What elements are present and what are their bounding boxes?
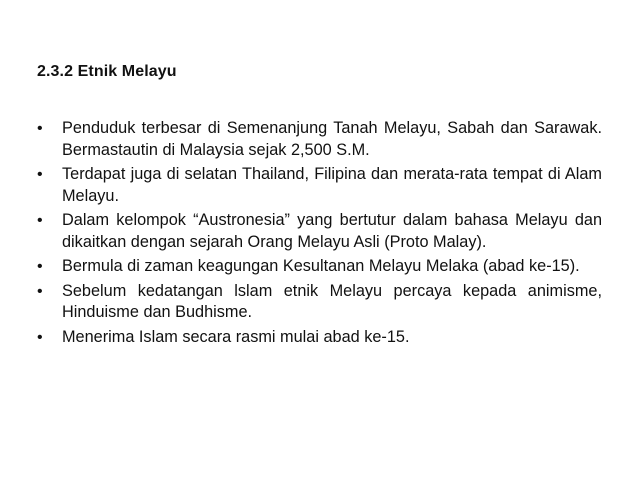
bullet-dot-icon: •	[37, 258, 43, 275]
slide-heading: 2.3.2 Etnik Melayu	[37, 63, 177, 80]
bullet-dot-icon: •	[37, 120, 43, 137]
bullet-item	[37, 327, 602, 349]
bullet-text: Dalam kelompok “Austronesia” yang bertutur dalam bahasa Melayu dan dikaitkan dengan sejarah Orang Melayu Asli (Proto Malay).	[62, 211, 602, 251]
bullet-item	[37, 164, 602, 207]
bullet-list	[37, 118, 602, 351]
bullet-item	[37, 281, 602, 324]
bullet-dot-icon: •	[37, 166, 43, 183]
bullet-dot-icon: •	[37, 328, 43, 346]
bullet-text: Penduduk terbesar di Semenanjung Tanah Melayu, Sabah dan Sarawak. Bermastautin di Malaysia sejak 2,500 S.M.	[62, 119, 602, 159]
bullet-text: Sebelum kedatangan lslam etnik Melayu percaya kepada animisme, Hinduisme dan Budhisme.	[62, 281, 602, 321]
bullet-item	[37, 256, 602, 278]
bullet-text: Bermula di zaman keagungan Kesultanan Melayu Melaka (abad ke-15).	[62, 257, 580, 275]
bullet-text: Menerima Islam secara rasmi mulai abad ke-15.	[62, 327, 410, 346]
bullet-text: Terdapat juga di selatan Thailand, Filipina dan merata-rata tempat di Alam Melayu.	[62, 165, 602, 205]
bullet-item	[37, 118, 602, 161]
bullet-dot-icon: •	[37, 282, 43, 300]
bullet-item	[37, 210, 602, 253]
bullet-dot-icon: •	[37, 212, 43, 229]
